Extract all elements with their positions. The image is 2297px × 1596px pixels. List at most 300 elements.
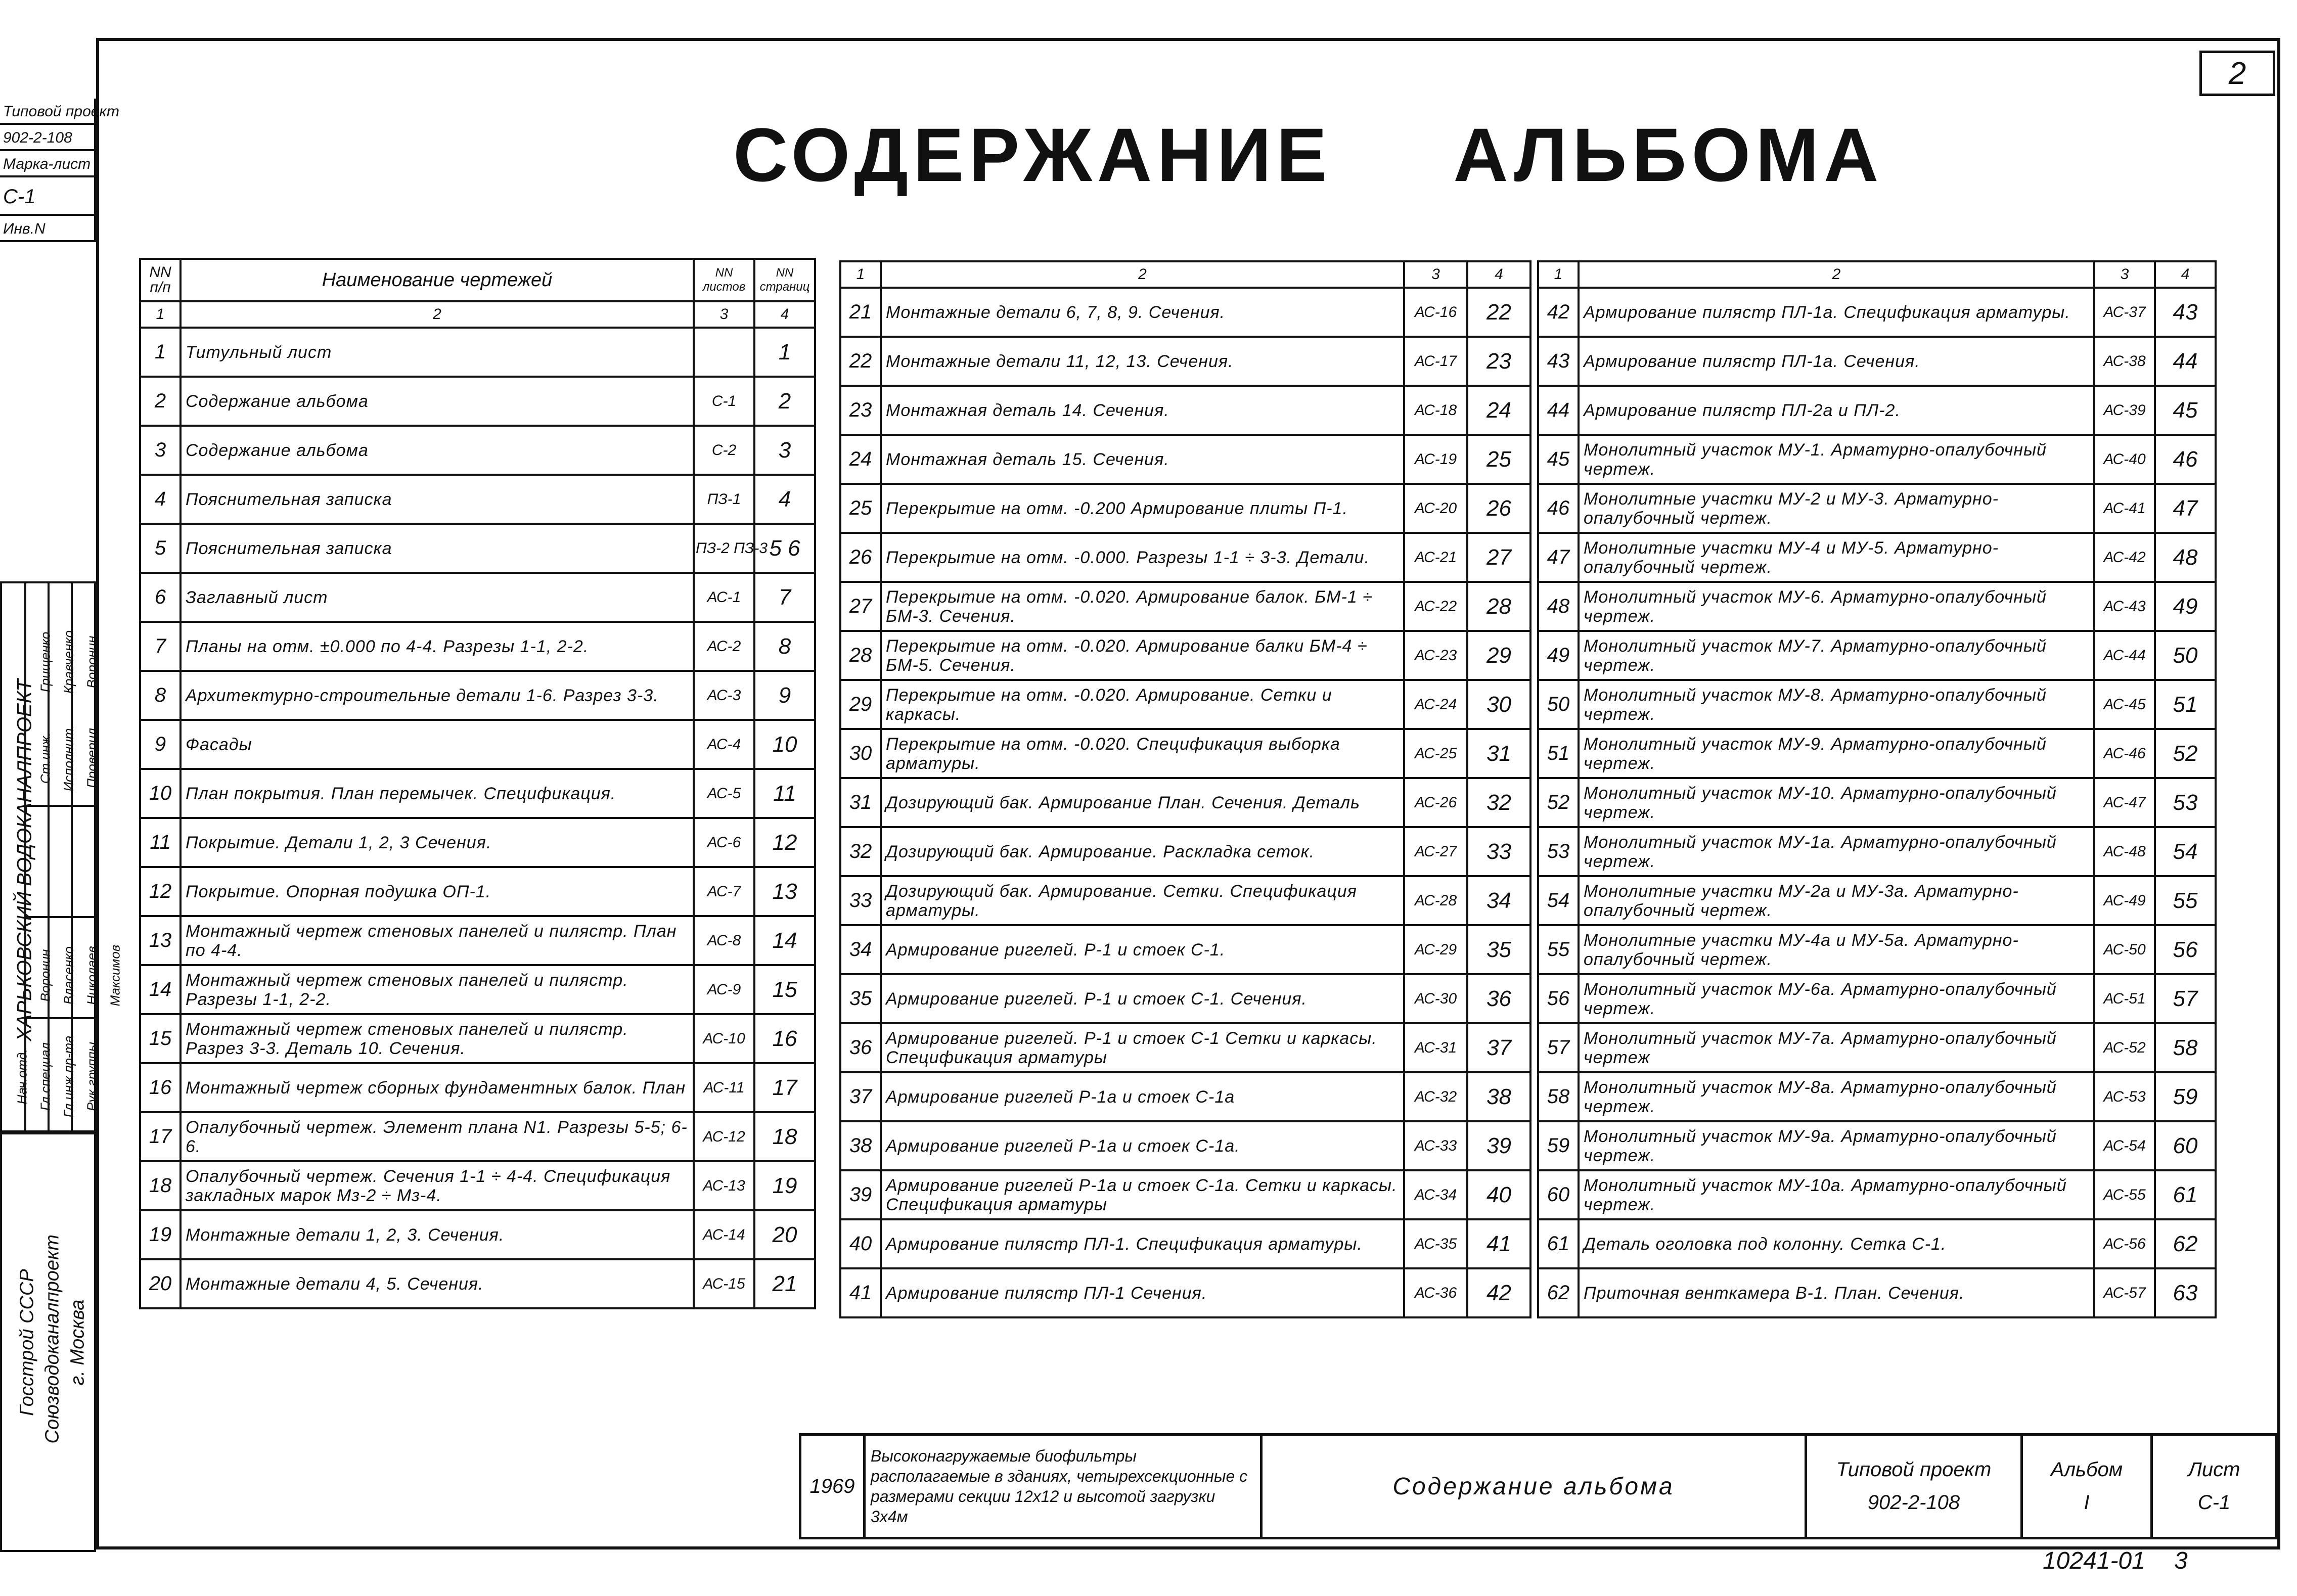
row-number: 14 [140, 965, 181, 1014]
stamp-name-5: Власенко [61, 946, 76, 1005]
row-page: 43 [2155, 288, 2216, 337]
row-sheet: АС-48 [2094, 827, 2155, 876]
row-sheet: АС-3 [694, 671, 754, 720]
row-name: Армирование ригелей Р-1а и стоек С-1а [881, 1072, 1404, 1121]
page-number: 3 [2174, 1547, 2188, 1574]
row-number: 11 [140, 818, 181, 867]
row-page: 52 [2155, 729, 2216, 778]
row-name: Монолитные участки МУ-4а и МУ-5а. Арматурно-опалубочный чертеж. [1579, 925, 2094, 974]
row-number: 58 [1538, 1072, 1579, 1121]
row-number: 21 [840, 288, 881, 337]
title-block-album-label: Альбом [2050, 1458, 2123, 1481]
row-name: Монолитный участок МУ-10а. Арматурно-опалубочный чертеж. [1579, 1170, 2094, 1219]
row-sheet: АС-21 [1404, 533, 1467, 582]
table-row [1538, 288, 2216, 337]
header-col-4: 4 [1467, 261, 1530, 288]
row-sheet: АС-54 [2094, 1121, 2155, 1170]
title-block-album-no: I [2084, 1491, 2090, 1514]
row-number: 26 [840, 533, 881, 582]
row-sheet: АС-53 [2094, 1072, 2155, 1121]
row-name: Перекрытие на отм. -0.020. Армирование балки БМ-4 ÷ БМ-5. Сечения. [881, 631, 1404, 680]
row-page: 35 [1467, 925, 1530, 974]
row-name: Перекрытие на отм. -0.020. Армирование балок. БМ-1 ÷ БМ-3. Сечения. [881, 582, 1404, 631]
header-name: Наименование чертежей [181, 259, 694, 301]
table-row [140, 1210, 815, 1259]
row-name: Монолитные участки МУ-2а и МУ-3а. Арматурно-опалубочный чертеж. [1579, 876, 2094, 925]
row-number: 60 [1538, 1170, 1579, 1219]
header-pages: NN страниц [754, 259, 815, 301]
table-row [1538, 386, 2216, 435]
stamp-inv-label: Инв.N [0, 216, 96, 242]
row-name: Дозирующий бак. Армирование. Раскладка сеток. [881, 827, 1404, 876]
row-page: 24 [1467, 386, 1530, 435]
row-page: 8 [754, 622, 815, 671]
row-sheet: АС-42 [2094, 533, 2155, 582]
row-name: Деталь оголовка под колонну. Сетка С-1. [1579, 1219, 2094, 1268]
table-row [1538, 533, 2216, 582]
row-name: Опалубочный чертеж. Сечения 1-1 ÷ 4-4. Спецификация закладных марок Мз-2 ÷ Мз-4. [181, 1161, 694, 1210]
table-row [140, 1259, 815, 1308]
row-name: Монолитный участок МУ-6. Арматурно-опалубочный чертеж. [1579, 582, 2094, 631]
row-number: 29 [840, 680, 881, 729]
row-name: Монолитный участок МУ-7а. Арматурно-опалубочный чертеж [1579, 1023, 2094, 1072]
row-name: Монолитный участок МУ-6а. Арматурно-опалубочный чертеж. [1579, 974, 2094, 1023]
row-page: 22 [1467, 288, 1530, 337]
row-name: Армирование пилястр ПЛ-1а. Спецификация арматуры. [1579, 288, 2094, 337]
row-page: 61 [2155, 1170, 2216, 1219]
row-name: Монтажные детали 11, 12, 13. Сечения. [881, 337, 1404, 386]
row-name: Планы на отм. ±0.000 по 4-4. Разрезы 1-1, 2-2. [181, 622, 694, 671]
row-number: 43 [1538, 337, 1579, 386]
row-name: Перекрытие на отм. -0.000. Разрезы 1-1 ÷ 3-3. Детали. [881, 533, 1404, 582]
table-row [1538, 1170, 2216, 1219]
row-number: 49 [1538, 631, 1579, 680]
row-page: 63 [2155, 1268, 2216, 1317]
row-page: 19 [754, 1161, 815, 1210]
row-page: 36 [1467, 974, 1530, 1023]
stamp-org-name: ХАРЬКОВСКИЙ ВОДОКАНАЛПРОЕКТ [13, 679, 36, 1041]
row-sheet: АС-22 [1404, 582, 1467, 631]
row-number: 15 [140, 1014, 181, 1063]
row-page: 4 [754, 475, 815, 524]
table-row [1538, 484, 2216, 533]
table-row [840, 925, 1530, 974]
row-number: 22 [840, 337, 881, 386]
row-sheet: АС-57 [2094, 1268, 2155, 1317]
row-page: 51 [2155, 680, 2216, 729]
row-page: 20 [754, 1210, 815, 1259]
row-number: 42 [1538, 288, 1579, 337]
row-page: 37 [1467, 1023, 1530, 1072]
row-number: 37 [840, 1072, 881, 1121]
row-sheet: АС-30 [1404, 974, 1467, 1023]
row-number: 54 [1538, 876, 1579, 925]
row-sheet: АС-41 [2094, 484, 2155, 533]
row-number: 56 [1538, 974, 1579, 1023]
row-number: 61 [1538, 1219, 1579, 1268]
stamp-project-label: Типовой проект [0, 99, 96, 125]
row-sheet: АС-8 [694, 916, 754, 965]
stamp-mark-label: Марка-лист [0, 151, 96, 177]
row-name: Дозирующий бак. Армирование. Сетки. Спецификация арматуры. [881, 876, 1404, 925]
table-row [840, 778, 1530, 827]
title-block-project [1806, 1435, 2022, 1538]
row-number: 16 [140, 1063, 181, 1112]
table-row [1538, 435, 2216, 484]
row-number: 31 [840, 778, 881, 827]
row-sheet: ПЗ-1 [694, 475, 754, 524]
row-sheet: АС-16 [1404, 288, 1467, 337]
row-name: Монтажные детали 4, 5. Сечения. [181, 1259, 694, 1308]
row-sheet [694, 328, 754, 377]
stamp-project-no: 902-2-108 [0, 125, 96, 151]
row-name: Монтажный чертеж сборных фундаментных балок. План [181, 1063, 694, 1112]
row-page: 55 [2155, 876, 2216, 925]
row-name: Содержание альбома [181, 377, 694, 426]
row-page: 33 [1467, 827, 1530, 876]
row-name: Монтажная деталь 15. Сечения. [881, 435, 1404, 484]
row-number: 32 [840, 827, 881, 876]
table-row [1538, 1219, 2216, 1268]
row-page: 13 [754, 867, 815, 916]
stamp-name-3: Воронин [84, 635, 100, 689]
row-number: 4 [140, 475, 181, 524]
table-row [840, 484, 1530, 533]
row-number: 38 [840, 1121, 881, 1170]
row-name: Армирование пилястр ПЛ-1. Спецификация арматуры. [881, 1219, 1404, 1268]
row-number: 53 [1538, 827, 1579, 876]
row-number: 62 [1538, 1268, 1579, 1317]
row-sheet: АС-50 [2094, 925, 2155, 974]
row-sheet: АС-34 [1404, 1170, 1467, 1219]
row-number: 51 [1538, 729, 1579, 778]
table-row [840, 1170, 1530, 1219]
table-row [140, 622, 815, 671]
stamp-role-3: Гл.инж.пр-та [61, 1035, 76, 1118]
row-page: 21 [754, 1259, 815, 1308]
row-sheet: АС-47 [2094, 778, 2155, 827]
row-name: Армирование ригелей. Р-1 и стоек С-1. Сечения. [881, 974, 1404, 1023]
row-sheet: ПЗ-2 ПЗ-3 [694, 524, 754, 573]
table-row [140, 1161, 815, 1210]
row-page: 26 [1467, 484, 1530, 533]
header-col-2: 2 [1579, 261, 2094, 288]
row-number: 30 [840, 729, 881, 778]
title-block-description: Высоконагружаемые биофильтры располагаемые в зданиях, четырехсекционные с размерами секции 12х12 и высотой загрузки 3х4м [865, 1435, 1262, 1538]
table-row [1538, 631, 2216, 680]
row-sheet: АС-7 [694, 867, 754, 916]
row-name: Заглавный лист [181, 573, 694, 622]
row-page: 1 [754, 328, 815, 377]
row-page: 2 [754, 377, 815, 426]
row-page: 53 [2155, 778, 2216, 827]
row-page: 48 [2155, 533, 2216, 582]
row-sheet: АС-31 [1404, 1023, 1467, 1072]
table-row [140, 965, 815, 1014]
row-name: Опалубочный чертеж. Элемент плана N1. Разрезы 5-5; 6-6. [181, 1112, 694, 1161]
table-row [140, 328, 815, 377]
row-sheet: АС-18 [1404, 386, 1467, 435]
row-page: 59 [2155, 1072, 2216, 1121]
table-row [140, 1063, 815, 1112]
row-page: 23 [1467, 337, 1530, 386]
title-block-list-no: С-1 [2197, 1491, 2231, 1514]
header-col-2: 2 [181, 301, 694, 328]
table-row [1538, 1072, 2216, 1121]
table-row [1538, 876, 2216, 925]
table-row [840, 582, 1530, 631]
stamp-role-4: Рук.группы [84, 1042, 100, 1112]
row-sheet: АС-56 [2094, 1219, 2155, 1268]
row-name: Монтажный чертеж стеновых панелей и пилястр. Разрез 3-3. Деталь 10. Сечения. [181, 1014, 694, 1063]
row-number: 6 [140, 573, 181, 622]
row-sheet: АС-28 [1404, 876, 1467, 925]
row-number: 13 [140, 916, 181, 965]
row-page: 45 [2155, 386, 2216, 435]
row-number: 19 [140, 1210, 181, 1259]
table-row [140, 1112, 815, 1161]
row-name: Покрытие. Детали 1, 2, 3 Сечения. [181, 818, 694, 867]
row-page: 47 [2155, 484, 2216, 533]
row-sheet: АС-5 [694, 769, 754, 818]
row-sheet: АС-36 [1404, 1268, 1467, 1317]
org-stamp-line-2: Союзводоканалпроект [41, 1234, 63, 1444]
header-col-1: 1 [1538, 261, 1579, 288]
row-page: 10 [754, 720, 815, 769]
row-name: Монтажный чертеж стеновых панелей и пилястр. План по 4-4. [181, 916, 694, 965]
row-name: Монолитный участок МУ-7. Арматурно-опалубочный чертеж. [1579, 631, 2094, 680]
row-name: Монтажные детали 6, 7, 8, 9. Сечения. [881, 288, 1404, 337]
row-sheet: АС-52 [2094, 1023, 2155, 1072]
row-page: 31 [1467, 729, 1530, 778]
row-number: 7 [140, 622, 181, 671]
row-sheet: АС-37 [2094, 288, 2155, 337]
row-sheet: АС-25 [1404, 729, 1467, 778]
row-name: Фасады [181, 720, 694, 769]
table-row [840, 974, 1530, 1023]
document-number: 10241-01 [2043, 1547, 2145, 1574]
row-number: 18 [140, 1161, 181, 1210]
header-col-3: 3 [2094, 261, 2155, 288]
row-sheet: АС-10 [694, 1014, 754, 1063]
table-row [840, 876, 1530, 925]
stamp-name-6: Николаев [84, 946, 100, 1005]
title-block-project-label: Типовой проект [1836, 1458, 1992, 1481]
row-number: 12 [140, 867, 181, 916]
row-number: 45 [1538, 435, 1579, 484]
row-number: 39 [840, 1170, 881, 1219]
row-page: 28 [1467, 582, 1530, 631]
header-col-4: 4 [2155, 261, 2216, 288]
row-sheet: АС-24 [1404, 680, 1467, 729]
table-row [840, 1268, 1530, 1317]
row-name: Дозирующий бак. Армирование План. Сечения. Деталь [881, 778, 1404, 827]
row-name: Перекрытие на отм. -0.020. Армирование. Сетки и каркасы. [881, 680, 1404, 729]
row-name: Монолитные участки МУ-2 и МУ-3. Арматурно-опалубочный чертеж. [1579, 484, 2094, 533]
table-row [840, 680, 1530, 729]
row-page: 27 [1467, 533, 1530, 582]
row-sheet: АС-49 [2094, 876, 2155, 925]
row-page: 50 [2155, 631, 2216, 680]
row-number: 10 [140, 769, 181, 818]
table-row [140, 867, 815, 916]
row-page: 34 [1467, 876, 1530, 925]
table-row [1538, 1121, 2216, 1170]
row-page: 40 [1467, 1170, 1530, 1219]
row-page: 7 [754, 573, 815, 622]
row-name: Монтажные детали 1, 2, 3. Сечения. [181, 1210, 694, 1259]
row-number: 20 [140, 1259, 181, 1308]
stamp-role-6: Исполнит. [61, 724, 76, 792]
row-number: 50 [1538, 680, 1579, 729]
row-page: 16 [754, 1014, 815, 1063]
row-number: 5 [140, 524, 181, 573]
table-row [840, 1121, 1530, 1170]
row-number: 48 [1538, 582, 1579, 631]
stamp-top [0, 99, 119, 245]
table-row [140, 916, 815, 965]
table-row [840, 1023, 1530, 1072]
header-col-3: 3 [694, 301, 754, 328]
title-block-year: 1969 [800, 1435, 865, 1538]
row-sheet: АС-43 [2094, 582, 2155, 631]
row-page: 44 [2155, 337, 2216, 386]
title-word-1: СОДЕРЖАНИЕ [733, 112, 1332, 197]
row-sheet: АС-15 [694, 1259, 754, 1308]
row-sheet: АС-4 [694, 720, 754, 769]
table-row [840, 631, 1530, 680]
title-word-2: АЛЬБОМА [1453, 112, 1884, 197]
row-sheet: АС-55 [2094, 1170, 2155, 1219]
row-sheet: АС-20 [1404, 484, 1467, 533]
stamp-name-7: Максимов [107, 944, 123, 1007]
row-name: Монолитный участок МУ-9. Арматурно-опалубочный чертеж. [1579, 729, 2094, 778]
contents-table-2 [839, 260, 1532, 1318]
row-page: 42 [1467, 1268, 1530, 1317]
org-stamp-line-3: г. Москва [67, 1299, 88, 1386]
header-col-3: 3 [1404, 261, 1467, 288]
row-name: Титульный лист [181, 328, 694, 377]
table-row [140, 1014, 815, 1063]
stamp-role-5: Ст.инж. [37, 732, 53, 784]
row-number: 59 [1538, 1121, 1579, 1170]
table-row [140, 671, 815, 720]
row-page: 60 [2155, 1121, 2216, 1170]
table-row [840, 288, 1530, 337]
table-row [840, 435, 1530, 484]
table-row [1538, 680, 2216, 729]
stamp-name-4: Воронин [37, 949, 53, 1002]
row-name: Армирование ригелей Р-1а и стоек С-1а. [881, 1121, 1404, 1170]
row-number: 52 [1538, 778, 1579, 827]
table-row [1538, 1268, 2216, 1317]
row-sheet: АС-39 [2094, 386, 2155, 435]
row-page: 41 [1467, 1219, 1530, 1268]
table-row [140, 769, 815, 818]
row-name: Монолитный участок МУ-9а. Арматурно-опалубочный чертеж. [1579, 1121, 2094, 1170]
row-name: Пояснительная записка [181, 475, 694, 524]
row-number: 28 [840, 631, 881, 680]
table-row [140, 524, 815, 573]
row-page: 9 [754, 671, 815, 720]
row-sheet: АС-46 [2094, 729, 2155, 778]
row-page: 25 [1467, 435, 1530, 484]
row-page: 38 [1467, 1072, 1530, 1121]
row-name: Покрытие. Опорная подушка ОП-1. [181, 867, 694, 916]
header-no: NN п/п [140, 259, 181, 301]
row-name: Монолитный участок МУ-8. Арматурно-опалубочный чертеж. [1579, 680, 2094, 729]
row-number: 35 [840, 974, 881, 1023]
title-block-list [2152, 1435, 2277, 1538]
table-row [140, 475, 815, 524]
sheet-corner-number: 2 [2199, 51, 2275, 96]
page-title [733, 111, 2005, 199]
table-row [140, 426, 815, 475]
row-sheet: С-1 [694, 377, 754, 426]
row-page: 30 [1467, 680, 1530, 729]
row-sheet: АС-38 [2094, 337, 2155, 386]
row-sheet: С-2 [694, 426, 754, 475]
row-name: Армирование ригелей Р-1а и стоек С-1а. Сетки и каркасы. Спецификация арматуры [881, 1170, 1404, 1219]
row-sheet: АС-33 [1404, 1121, 1467, 1170]
row-page: 39 [1467, 1121, 1530, 1170]
row-page: 62 [2155, 1219, 2216, 1268]
row-number: 23 [840, 386, 881, 435]
table-row [1538, 925, 2216, 974]
row-sheet: АС-11 [694, 1063, 754, 1112]
title-block-project-no: 902-2-108 [1867, 1491, 1960, 1514]
row-name: Армирование ригелей. Р-1 и стоек С-1. [881, 925, 1404, 974]
row-sheet: АС-2 [694, 622, 754, 671]
table-row [140, 720, 815, 769]
table-row [140, 377, 815, 426]
row-page: 11 [754, 769, 815, 818]
row-number: 3 [140, 426, 181, 475]
row-name: Архитектурно-строительные детали 1-6. Разрез 3-3. [181, 671, 694, 720]
table-row [840, 533, 1530, 582]
row-name: Пояснительная записка [181, 524, 694, 573]
header-col-1: 1 [140, 301, 181, 328]
row-page: 29 [1467, 631, 1530, 680]
stamp-role-1: Нач.отд. [14, 1048, 30, 1105]
header-col-1: 1 [840, 261, 881, 288]
row-name: Приточная венткамера В-1. План. Сечения. [1579, 1268, 2094, 1317]
row-name: Монолитный участок МУ-10. Арматурно-опалубочный чертеж. [1579, 778, 2094, 827]
row-number: 57 [1538, 1023, 1579, 1072]
row-page: 14 [754, 916, 815, 965]
row-sheet: АС-29 [1404, 925, 1467, 974]
stamp-mark-value: С-1 [0, 177, 96, 216]
header-col-4: 4 [754, 301, 815, 328]
table-row [1538, 1023, 2216, 1072]
table-row [840, 1072, 1530, 1121]
row-sheet: АС-12 [694, 1112, 754, 1161]
row-name: Монтажный чертеж стеновых панелей и пилястр. Разрезы 1-1, 2-2. [181, 965, 694, 1014]
title-block [799, 1433, 2278, 1539]
row-page: 54 [2155, 827, 2216, 876]
contents-table-3 [1537, 260, 2217, 1318]
row-sheet: АС-27 [1404, 827, 1467, 876]
row-number: 47 [1538, 533, 1579, 582]
row-name: Армирование пилястр ПЛ-1 Сечения. [881, 1268, 1404, 1317]
row-sheet: АС-26 [1404, 778, 1467, 827]
row-number: 46 [1538, 484, 1579, 533]
row-number: 40 [840, 1219, 881, 1268]
row-sheet: АС-17 [1404, 337, 1467, 386]
row-name: Монолитный участок МУ-8а. Арматурно-опалубочный чертеж. [1579, 1072, 2094, 1121]
stamp-name-2: Кравченко [61, 630, 76, 694]
row-sheet: АС-6 [694, 818, 754, 867]
